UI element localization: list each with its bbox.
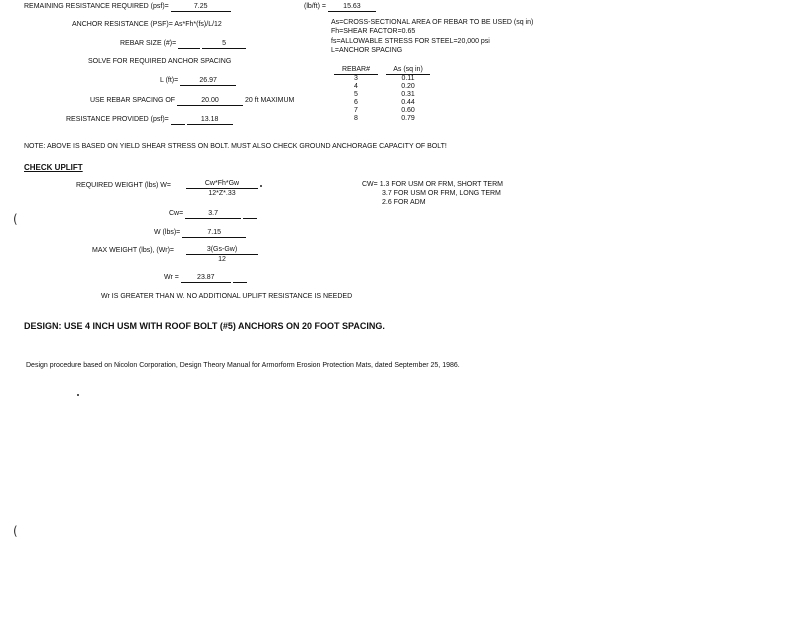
- resistance-provided-row: [66, 116, 233, 125]
- table-cell: 0.11: [401, 75, 415, 82]
- cw-label: Cw=: [169, 210, 184, 217]
- max-weight-denominator: 12: [218, 256, 226, 263]
- rebar-size-blank: [178, 40, 200, 49]
- use-spacing-note: 20 ft MAXIMUM: [244, 97, 295, 104]
- binding-mark-upper: (: [13, 212, 18, 226]
- source-citation: Design procedure based on Nicolon Corporation, Design Theory Manual for Armorform Erosion Protection Mats, dated September 25, 1986.: [26, 362, 460, 369]
- table-row: [334, 107, 430, 115]
- resistance-provided-value: 13.18: [187, 116, 233, 125]
- wr-label: Wr =: [164, 274, 179, 281]
- required-weight-label: REQUIRED WEIGHT (lbs) W=: [76, 182, 171, 189]
- cw-blank: [243, 210, 257, 219]
- required-weight-denominator: 12*Z*.33: [208, 190, 236, 197]
- definition-fs: fs=ALLOWABLE STRESS FOR STEEL=20,000 psi: [331, 38, 490, 45]
- scan-speck: [77, 394, 79, 396]
- wr-value: 23.87: [181, 274, 231, 283]
- max-weight-num-text: 3(Gs-Gw): [186, 246, 258, 255]
- l-row: [160, 77, 236, 86]
- cw-note-long-term: 3.7 FOR USM OR FRM, LONG TERM: [382, 190, 501, 197]
- cw-value: 3.7: [185, 210, 241, 219]
- wr-row: [164, 274, 247, 283]
- table-row: [334, 99, 430, 107]
- table-cell: 5: [354, 91, 358, 98]
- resistance-provided-blank: [171, 116, 185, 125]
- required-weight-numerator: [186, 180, 258, 189]
- table-cell: 3: [354, 75, 358, 82]
- scan-speck: [260, 185, 262, 187]
- rebar-table: [334, 66, 430, 123]
- cw-row: [169, 210, 257, 219]
- note-text: NOTE: ABOVE IS BASED ON YIELD SHEAR STRESS ON BOLT. MUST ALSO CHECK GROUND ANCHORAGE CAPACITY OF BOLT!: [24, 143, 447, 150]
- table-cell: 4: [354, 83, 358, 90]
- rebar-size-row: [120, 40, 246, 49]
- anchor-resistance-formula: ANCHOR RESISTANCE (PSF)= As*Fh*(fs)/L/12: [72, 21, 222, 28]
- l-label: L (ft)=: [160, 77, 179, 84]
- required-weight-num-text: Cw*Fh*Gw: [186, 180, 258, 189]
- lbft-row: [304, 3, 376, 12]
- table-row: [334, 75, 430, 84]
- table-cell: 0.44: [401, 99, 415, 106]
- table-row: [334, 91, 430, 99]
- max-weight-label: MAX WEIGHT (lbs), (Wr)=: [92, 247, 174, 254]
- table-header: REBAR#: [334, 66, 378, 75]
- use-spacing-label: USE REBAR SPACING OF: [90, 97, 176, 104]
- lbft-value: 15.63: [328, 3, 376, 12]
- table-cell: 0.20: [401, 83, 415, 90]
- table-header: As (sq in): [386, 66, 430, 75]
- rebar-size-value: 5: [202, 40, 246, 49]
- use-spacing-value: 20.00: [177, 97, 243, 106]
- table-row: [334, 83, 430, 91]
- lbft-label: (lb/ft) =: [304, 3, 326, 10]
- w-value: 7.15: [182, 229, 246, 238]
- cw-note-short-term: CW= 1.3 FOR USM OR FRM, SHORT TERM: [362, 181, 503, 188]
- design-statement: DESIGN: USE 4 INCH USM WITH ROOF BOLT (#5) ANCHORS ON 20 FOOT SPACING.: [24, 321, 385, 331]
- w-label: W (lbs)=: [154, 229, 181, 236]
- uplift-conclusion: Wr IS GREATER THAN W. NO ADDITIONAL UPLIFT RESISTANCE IS NEEDED: [101, 293, 353, 300]
- table-row: [334, 115, 430, 123]
- use-spacing-row: [90, 97, 294, 106]
- definition-as: As=CROSS-SECTIONAL AREA OF REBAR TO BE USED (sq in): [331, 19, 534, 26]
- table-cell: 0.60: [401, 107, 415, 114]
- definition-l: L=ANCHOR SPACING: [331, 47, 403, 54]
- table-header-row: [334, 66, 430, 75]
- remaining-resistance-value: 7.25: [171, 3, 231, 12]
- remaining-resistance-row: [24, 3, 231, 12]
- l-value: 26.97: [180, 77, 236, 86]
- binding-mark-lower: (: [13, 524, 18, 538]
- table-cell: 7: [354, 107, 358, 114]
- max-weight-numerator: [186, 246, 258, 255]
- table-cell: 6: [354, 99, 358, 106]
- resistance-provided-label: RESISTANCE PROVIDED (psf)=: [66, 116, 169, 123]
- table-cell: 0.79: [401, 115, 415, 122]
- solve-heading: SOLVE FOR REQUIRED ANCHOR SPACING: [88, 58, 232, 65]
- w-row: [154, 229, 246, 238]
- wr-blank: [233, 274, 247, 283]
- rebar-size-label: REBAR SIZE (#)=: [120, 40, 177, 47]
- cw-note-adm: 2.6 FOR ADM: [382, 199, 426, 206]
- table-cell: 0.31: [401, 91, 415, 98]
- table-cell: 8: [354, 115, 358, 122]
- uplift-heading: CHECK UPLIFT: [24, 163, 83, 172]
- definition-fh: Fh=SHEAR FACTOR=0.65: [331, 28, 416, 35]
- remaining-resistance-label: REMAINING RESISTANCE REQUIRED (psf)=: [24, 3, 169, 10]
